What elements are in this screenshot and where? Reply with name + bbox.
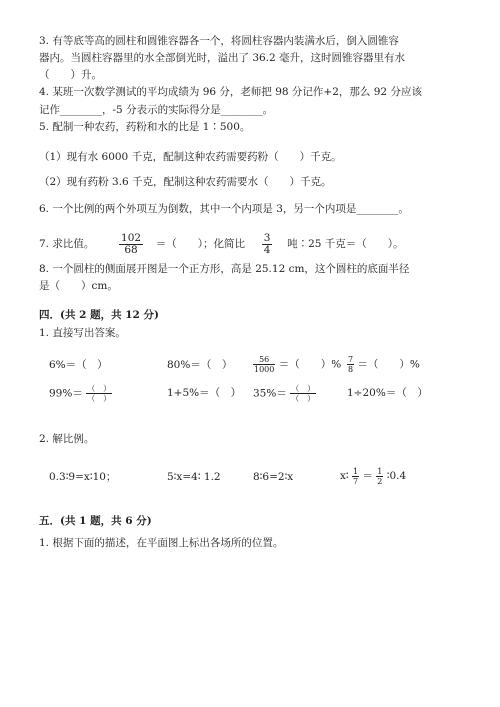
s4-row1-d-denominator: 8 <box>348 365 354 374</box>
section4-title: 四．(共 2 题，共 12 分) <box>39 309 159 321</box>
s4-row3-d-denominator-2: 2 <box>377 476 383 486</box>
s4-row2-a <box>49 384 112 403</box>
s4-row3-d-denominator-1: 7 <box>353 476 359 486</box>
s4-row2-d: 1÷20%＝（ ） <box>347 387 428 399</box>
s4-row2-c-fraction <box>290 384 316 403</box>
s4-row3-d-fraction-2 <box>376 467 383 486</box>
s4-row3-d-numerator-2: 1 <box>377 466 383 476</box>
q7-fraction-1-denominator: 68 <box>124 243 138 256</box>
q3-line2: 器内。当圆柱容器里的水全部倒光时，溢出了 36.2 毫升，这时圆锥容器里有水 <box>39 52 406 64</box>
q6-line1: 6. 一个比例的两个外项互为倒数，其中一个内项是 3，另一个内项是________。 <box>39 203 409 215</box>
q3-line1: 3. 有等底等高的圆柱和圆锥容器各一个，将圆柱容器内装满水后，倒入圆锥容 <box>39 35 399 47</box>
q4-line2: 记作________，-5 分表示的实际得分是________。 <box>39 104 274 116</box>
s4-row2-a-numerator: （ ） <box>87 384 112 393</box>
s4-row1-c-suffix: ＝（ ）% <box>278 358 342 371</box>
s4-row1-d-numerator: 7 <box>348 355 354 364</box>
s4-row1-c-numerator: 56 <box>253 355 275 365</box>
s4-row1-d <box>347 355 420 374</box>
s4-row2-a-fraction <box>86 384 112 403</box>
q4-line1: 4. 某班一次数学测试的平均成绩为 96 分，老师把 98 分记作+2，那么 92 分应该 <box>39 86 422 98</box>
q7-mid: ＝（ ）；化简比 <box>155 238 246 250</box>
s4-row1-d-fraction <box>347 355 354 374</box>
s4-row2-a-denominator: （ ） <box>87 394 112 403</box>
section4-q1-title: 1. 直接写出答案。 <box>39 327 126 339</box>
s4-row1-c <box>253 355 341 374</box>
s4-row3-d-suffix: ∶0.4 <box>386 470 407 482</box>
s4-row1-d-suffix: ＝（ ）% <box>357 358 420 371</box>
s4-row3-d-numerator-1: 1 <box>353 466 359 476</box>
s4-row3-b: 5∶x=4∶ 1.2 <box>167 471 221 483</box>
s4-row1-c-denominator: 1000 <box>254 365 275 374</box>
q5-sub1: （1）现有水 6000 千克，配制这种农药需要药粉（ ）千克。 <box>39 151 342 163</box>
s4-row3-d-prefix: x∶ <box>340 470 349 482</box>
q7-fraction-1 <box>119 233 143 256</box>
q7-suffix: 吨∶25 千克＝（ ）。 <box>287 238 404 250</box>
s4-row2-c-numerator: （ ） <box>291 384 316 393</box>
q5-sub2: （2）现有药粉 3.6 千克，配制这种农药需要水（ ）千克。 <box>39 176 332 188</box>
q3-line3: （ ）升。 <box>39 69 102 81</box>
s4-row3-c: 8∶6=2∶x <box>253 471 294 483</box>
s4-row1-a: 6%＝（ ） <box>49 359 108 371</box>
q7-fraction-1-numerator: 102 <box>121 231 142 244</box>
s4-row1-c-fraction <box>253 355 275 374</box>
q5-line1: 5. 配制一种农药，药粉和水的比是 1∶500。 <box>39 121 251 133</box>
q8-line1: 8. 一个圆柱的侧面展开图是一个正方形，高是 25.12 cm，这个圆柱的底面半径 <box>39 263 410 275</box>
q7-fraction-2-numerator: 3 <box>263 231 271 244</box>
q7-fraction-2-denominator: 4 <box>263 243 271 256</box>
section4-q2-title: 2. 解比例。 <box>39 433 95 445</box>
s4-row2-c <box>253 384 316 403</box>
s4-row2-c-denominator: （ ） <box>291 394 316 403</box>
q7-prefix: 7. 求比值。 <box>39 238 95 250</box>
s4-row3-d <box>340 466 406 486</box>
s4-row3-a: 0.3∶9=x∶10； <box>49 471 117 483</box>
q7-line <box>39 232 404 256</box>
s4-row2-b: 1+5%＝（ ） <box>167 387 242 399</box>
q7-fraction-2 <box>262 233 273 256</box>
s4-row3-d-mid: ＝ <box>362 470 373 482</box>
section5-title: 五．(共 1 题，共 6 分) <box>39 515 152 527</box>
s4-row2-a-prefix: 99%＝ <box>49 387 83 400</box>
s4-row3-d-fraction-1 <box>352 467 359 486</box>
s4-row2-c-prefix: 35%＝ <box>253 387 287 400</box>
section5-q1-title: 1. 根据下面的描述，在平面图上标出各场所的位置。 <box>39 537 284 549</box>
q8-line2: 是（ ）cm。 <box>39 280 118 292</box>
s4-row1-b: 80%＝（ ） <box>167 359 233 371</box>
